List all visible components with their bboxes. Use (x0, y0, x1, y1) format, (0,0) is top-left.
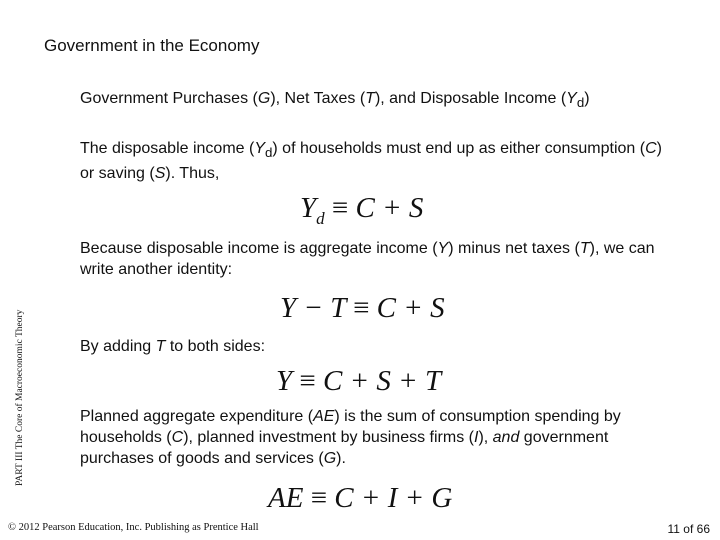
equation-yd-identity: $Y_d \equiv C + S$ (300, 192, 424, 228)
equation-ae-identity: AE ≡ C + I + G (268, 482, 453, 514)
slide-title: Government in the Economy (44, 36, 260, 55)
equation-y-minus-t: Y − T ≡ C + S (280, 292, 445, 324)
section-heading: Government Purchases (G), Net Taxes (T), and Disposable Income $(Y_d)$ (80, 90, 590, 111)
paragraph-disposable-income: The disposable income $(Y_d)$ of households must end up as either consumption (C) or saving (S). Thus, (80, 140, 662, 183)
paragraph-net-taxes: Because disposable income is aggregate income (Y) minus net taxes (T), we can write another identity: (80, 240, 655, 278)
paragraph-planned-expenditure: Planned aggregate expenditure (AE) is the sum of consumption spending by households (C), planned investment by business firms (I), and government purchases of goods and services (G). (80, 408, 621, 467)
part-sidebar-label: PART III The Core of Macroeconomic Theory (15, 309, 25, 486)
page-number: 11 of 66 (667, 522, 710, 536)
paragraph-adding-t: By adding T to both sides: (80, 338, 266, 355)
copyright-notice: © 2012 Pearson Education, Inc. Publishing as Prentice Hall (8, 522, 259, 533)
equation-y-identity: Y ≡ C + S + T (276, 365, 442, 397)
